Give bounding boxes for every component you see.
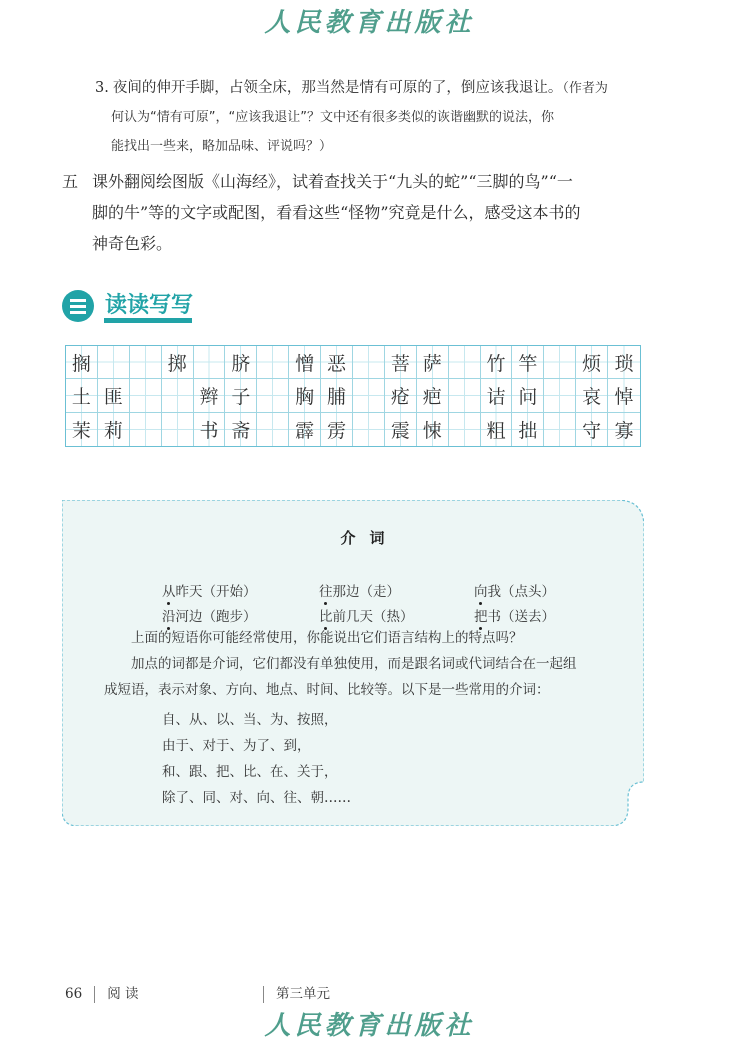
grid-cell	[289, 413, 321, 446]
grid-cell	[321, 346, 353, 379]
grid-cell	[321, 413, 353, 446]
question-3-quote: 夜间的伸开手脚，占领全床，那当然是情有可原的了，倒应该我退让。	[112, 80, 563, 96]
grid-char: 憎	[295, 352, 315, 375]
grid-cell	[512, 346, 544, 379]
grid-char: 琐	[614, 352, 634, 375]
preposition-list-1: 自、从、以、当、为、按照，	[162, 712, 338, 728]
footer-unit: 第三单元	[276, 986, 330, 1002]
grid-cell	[225, 346, 257, 379]
example-1: 从昨天（开始）	[162, 584, 257, 600]
grid-cell	[98, 346, 130, 379]
grid-cell	[98, 379, 130, 412]
question-3-number: 3.	[95, 80, 109, 96]
grid-char: 霹	[295, 419, 315, 442]
grid-cell	[417, 413, 449, 446]
grid-char: 莉	[103, 419, 123, 442]
grid-char: 雳	[327, 419, 347, 442]
grid-char: 守	[582, 419, 602, 442]
grid-cell	[257, 346, 289, 379]
grid-char: 子	[231, 385, 251, 408]
grid-cell	[449, 346, 481, 379]
section-title: 读读写写	[105, 293, 194, 318]
grid-char: 寡	[614, 419, 634, 442]
grid-char: 茉	[71, 419, 91, 442]
grid-cell	[130, 346, 162, 379]
preposition-list-2: 由于、对于、为了、到，	[162, 738, 311, 754]
grid-char: 悼	[614, 385, 634, 408]
grid-cell	[449, 413, 481, 446]
grid-cell	[385, 413, 417, 446]
grid-cell	[162, 413, 194, 446]
grid-cell	[130, 413, 162, 446]
grid-char: 萨	[422, 352, 442, 375]
example-4: 沿河边（跑步）	[162, 609, 257, 625]
preposition-list-3: 和、跟、把、比、在、关于，	[162, 764, 338, 780]
grid-char: 恶	[327, 352, 347, 375]
grid-cell	[544, 413, 576, 446]
question-3-prompt-3: 能找出一些来，略加品味、评说吗？）	[111, 139, 333, 154]
grid-char: 竹	[486, 352, 506, 375]
page-number: 66	[65, 986, 83, 1002]
grid-cell	[417, 346, 449, 379]
grid-char: 疮	[390, 385, 410, 408]
grid-cell	[481, 379, 513, 412]
grid-char: 辫	[199, 385, 219, 408]
grid-char: 诘	[486, 385, 506, 408]
grid-cell	[194, 346, 226, 379]
preposition-list-4: 除了、同、对、向、往、朝……	[162, 790, 351, 806]
example-3: 向我（点头）	[474, 584, 555, 600]
grid-cell	[257, 413, 289, 446]
grid-char: 震	[390, 419, 410, 442]
grid-char: 脐	[231, 352, 251, 375]
grid-char: 烦	[582, 352, 602, 375]
grid-cell	[130, 379, 162, 412]
question-5-line-3: 神奇色彩。	[92, 234, 173, 253]
question-5-line-2: 脚的牛”等的文字或配图，看看这些“怪物”究竟是什么，感受这本书的	[92, 203, 581, 222]
grid-cell	[512, 413, 544, 446]
grid-cell	[449, 379, 481, 412]
grid-char: 疤	[422, 385, 442, 408]
box-paragraph-2-line-2: 成短语，表示对象、方向、地点、时间、比较等。以下是一些常用的介词：	[104, 682, 550, 698]
grid-char: 粗	[486, 419, 506, 442]
question-5	[62, 166, 652, 259]
grid-char: 胸	[295, 385, 315, 408]
grid-cell	[353, 346, 385, 379]
grid-cell	[194, 413, 226, 446]
grid-cell	[353, 413, 385, 446]
grid-char: 书	[199, 419, 219, 442]
grid-cell	[544, 346, 576, 379]
grid-char: 掷	[167, 352, 187, 375]
grid-cell	[385, 346, 417, 379]
grid-char: 土	[71, 385, 91, 408]
grid-char: 悚	[422, 419, 442, 442]
grid-cell	[385, 379, 417, 412]
footer-section: 阅 读	[107, 986, 139, 1002]
grid-cell	[481, 413, 513, 446]
grid-cell	[544, 379, 576, 412]
grid-cell	[194, 379, 226, 412]
grid-char: 竿	[518, 352, 538, 375]
publisher-logo-top: 人民教育出版社	[264, 8, 475, 38]
grid-cell	[481, 346, 513, 379]
box-paragraph-1: 上面的短语你可能经常使用，你能说出它们语言结构上的特点吗？	[131, 630, 523, 646]
grid-cell	[576, 379, 608, 412]
grid-cell	[66, 413, 98, 446]
grid-cell	[225, 413, 257, 446]
example-5: 比前几天（热）	[319, 609, 414, 625]
grid-cell	[512, 379, 544, 412]
grid-char: 脯	[327, 385, 347, 408]
question-3	[95, 74, 655, 161]
grid-char: 匪	[103, 385, 123, 408]
grid-cell	[162, 379, 194, 412]
grid-cell	[162, 346, 194, 379]
grid-char: 哀	[582, 385, 602, 408]
grid-cell	[353, 379, 385, 412]
question-3-prompt-1: （作者为	[562, 81, 608, 96]
grid-cell	[66, 379, 98, 412]
grid-cell	[576, 413, 608, 446]
publisher-logo-bottom: 人民教育出版社	[264, 1011, 475, 1041]
grid-char: 拙	[518, 419, 538, 442]
grid-cell	[289, 379, 321, 412]
grid-cell	[417, 379, 449, 412]
grid-cell	[98, 413, 130, 446]
grid-cell	[257, 379, 289, 412]
grid-cell	[321, 379, 353, 412]
list-icon	[62, 290, 94, 322]
section-underline	[104, 318, 192, 323]
grid-cell	[225, 379, 257, 412]
box-paragraph-2-line-1: 加点的词都是介词，它们都没有单独使用，而是跟名词或代词结合在一起组	[131, 656, 577, 672]
grid-cell	[608, 379, 640, 412]
grid-cell	[576, 346, 608, 379]
question-5-line-1: 课外翻阅绘图版《山海经》，试着查找关于“九头的蛇”“三脚的鸟”“一	[92, 172, 573, 191]
example-6: 把书（送去）	[474, 609, 555, 625]
grid-cell	[66, 346, 98, 379]
question-5-number: 五	[62, 172, 79, 191]
grid-char: 搁	[71, 352, 91, 375]
grid-cell	[289, 346, 321, 379]
question-3-prompt-2: 何认为“情有可原”，“应该我退让”？文中还有很多类似的诙谐幽默的说法，你	[111, 110, 554, 125]
box-title: 介词	[340, 529, 399, 547]
grid-char: 菩	[390, 352, 410, 375]
footer-right	[263, 982, 330, 1003]
grid-cell	[608, 346, 640, 379]
grid-char: 问	[518, 385, 538, 408]
example-2: 往那边（走）	[319, 584, 400, 600]
character-grid	[65, 345, 641, 447]
grid-char: 斋	[231, 419, 251, 442]
grid-cell	[608, 413, 640, 446]
footer-left	[65, 982, 138, 1003]
